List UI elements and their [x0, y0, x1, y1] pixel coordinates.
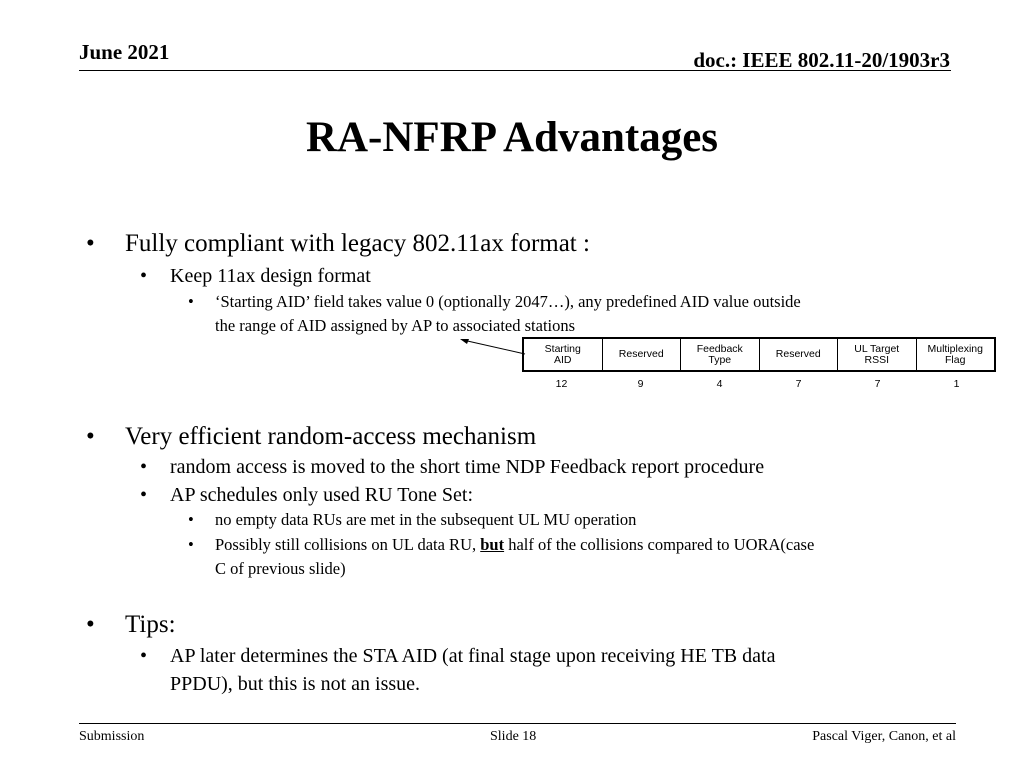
sub-bullet-ap-schedules: AP schedules only used RU Tone Set: — [170, 484, 474, 506]
bullet-marker: • — [140, 265, 148, 287]
bullet-marker: • — [188, 535, 194, 554]
sub-bullet-starting-aid-line2: the range of AID assigned by AP to associated stations — [215, 316, 576, 335]
pointer-arrow-icon — [455, 334, 527, 358]
field-cell-starting-aid: Starting AID — [544, 342, 581, 366]
bit-width-reserved-1: 9 — [637, 378, 644, 390]
footer-divider — [79, 723, 956, 724]
bullet-efficiency: Very efficient random-access mechanism — [125, 423, 537, 450]
bit-width-reserved-2: 7 — [795, 378, 802, 390]
bullet-marker: • — [86, 230, 95, 257]
sub-bullet-ap-determines-line2: PPDU), but this is not an issue. — [170, 673, 421, 695]
bullet-marker: • — [188, 292, 194, 311]
field-cell-ul-target-rssi: UL Target RSSI — [837, 339, 916, 370]
slide-title: RA-NFRP Advantages — [305, 114, 719, 161]
emphasis-but: but — [480, 535, 505, 554]
field-cell-feedback-type: Feedback Type — [680, 339, 759, 370]
sub-bullet-collisions-line1: Possibly still collisions on UL data RU, but half of the collisions compared to UORA(case — [215, 535, 815, 554]
bullet-marker: • — [188, 510, 194, 529]
sub-bullet-keep-format: Keep 11ax design format — [170, 265, 371, 287]
field-format-table — [522, 337, 996, 372]
footer-submission: Submission — [79, 729, 145, 744]
bullet-marker: • — [140, 456, 148, 478]
bit-width-feedback-type: 4 — [716, 378, 723, 390]
header-date: June 2021 — [79, 40, 170, 64]
header-divider — [79, 70, 951, 71]
footer-slide-number: Slide 18 — [490, 729, 537, 744]
sub-bullet-ap-determines-line1: AP later determines the STA AID (at final stage upon receiving HE TB data — [170, 645, 776, 667]
bullet-marker: • — [140, 484, 148, 506]
footer-author: Pascal Viger, Canon, et al — [812, 729, 956, 744]
bullet-marker: • — [140, 645, 148, 667]
bullet-compliance: Fully compliant with legacy 802.11ax format : — [125, 230, 590, 257]
sub-bullet-no-empty-rus: no empty data RUs are met in the subsequent UL MU operation — [215, 510, 637, 529]
bit-width-starting-aid: 12 — [555, 378, 568, 390]
bullet-marker: • — [86, 611, 95, 638]
bit-width-ul-target-rssi: 7 — [874, 378, 881, 390]
sub-bullet-starting-aid-line1: ‘Starting AID’ field takes value 0 (optionally 2047…), any predefined AID value outside — [215, 292, 801, 311]
field-cell-multiplexing-flag: Multiplexing Flag — [916, 339, 995, 370]
field-cell-reserved-1: Reserved — [602, 339, 681, 370]
bullet-tips: Tips: — [125, 611, 176, 638]
field-bit-widths — [522, 378, 996, 390]
field-cell-reserved-2: Reserved — [759, 339, 838, 370]
bullet-marker: • — [86, 423, 95, 450]
sub-bullet-collisions-line2: C of previous slide) — [215, 559, 346, 578]
header-doc-id: doc.: IEEE 802.11-20/1903r3 — [693, 48, 950, 72]
sub-bullet-random-access: random access is moved to the short time NDP Feedback report procedure — [170, 456, 765, 478]
bit-width-multiplexing-flag: 1 — [953, 378, 960, 390]
